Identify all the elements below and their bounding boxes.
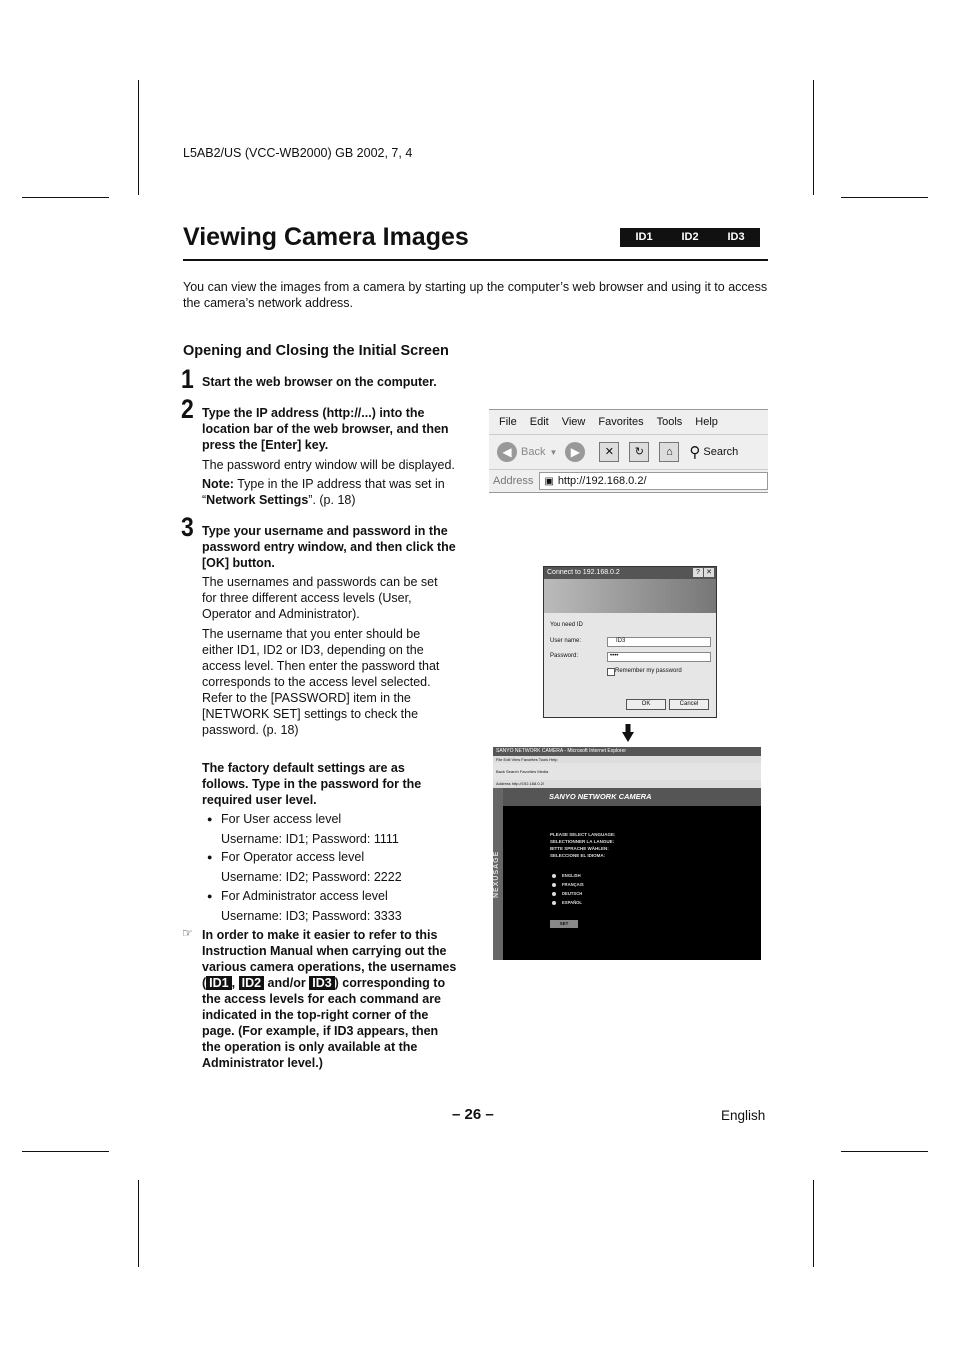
step-number: 2	[181, 394, 194, 424]
step-text: Type your username and password in the password entry window, and then click the [OK] button.	[202, 524, 456, 570]
crop-mark	[138, 1180, 139, 1267]
remember-label: Remember my password	[615, 668, 682, 674]
menu-file[interactable]: File	[499, 416, 517, 428]
footer-language: English	[721, 1108, 766, 1123]
camera-header: SANYO NETWORK CAMERA	[503, 788, 761, 806]
intro-paragraph: You can view the images from a camera by starting up the computer’s web browser and using it to access the camera’s network address.	[183, 280, 768, 310]
camera-window-title: SANYO NETWORK CAMERA - Microsoft Internet Explorer	[493, 747, 761, 756]
reference-note: In order to make it easier to refer to this Instruction Manual when carrying out the various camera operations, the usernames ( ID1 , ID2 and/or ID3 ) corresponding to the access levels for each command are indicated in the top-right corner of the page. (For example, if ID3 appears, then the operation is only available at the Administrator level.)	[202, 928, 457, 1070]
camera-toolbar: Back Search Favorites Media	[493, 763, 761, 780]
forward-arrow-icon[interactable]: ▶	[565, 442, 585, 462]
browser-toolbar-screenshot	[489, 409, 768, 493]
set-button[interactable]: SET	[550, 920, 578, 928]
badge-id3: ID3	[309, 976, 334, 990]
password-label: Password:	[550, 653, 579, 659]
step-detail: The username that you enter should be either ID1, ID2 or ID3, depending on the access level. Then enter the password that corresponds to the access level selected. Refer to the [PASSWORD] item in the [NETWORK SET] settings to check the password. (p. 18)	[202, 627, 440, 737]
section-heading: Opening and Closing the Initial Screen	[183, 343, 449, 359]
badge-id2: ID2	[666, 228, 714, 247]
language-option[interactable]: ENGLISH	[552, 873, 581, 878]
step-detail: The usernames and passwords can be set for three different access levels (User, Operator and Administrator).	[202, 575, 438, 621]
dialog-prompt: You need ID	[550, 622, 583, 628]
back-arrow-icon[interactable]: ◀	[497, 442, 517, 462]
user-name-label: User name:	[550, 638, 582, 644]
search-button[interactable]: Search	[703, 446, 739, 458]
user-name-field[interactable]: ID3	[607, 637, 711, 647]
nexusage-sidebar: NEXUSAGE	[493, 788, 503, 960]
address-bar	[489, 470, 768, 492]
crop-mark	[813, 80, 814, 195]
search-icon[interactable]: ⚲	[689, 444, 701, 461]
refresh-icon[interactable]: ↻	[629, 442, 649, 462]
help-icon[interactable]: ?	[693, 568, 703, 577]
crop-mark	[813, 1180, 814, 1267]
keys-icon	[544, 579, 716, 613]
step-number: 1	[181, 364, 194, 394]
page-title: Viewing Camera Images	[183, 223, 469, 251]
badge-id1: ID1	[206, 976, 231, 990]
address-label: Address	[493, 475, 534, 487]
crop-mark	[22, 1151, 109, 1152]
page-number: – 26 –	[452, 1106, 494, 1123]
browser-toolbar: ◀ Back ▼ ▶ ✕ ↻ ⌂ ⚲ Search	[489, 435, 768, 470]
down-arrow-icon	[622, 724, 634, 742]
badge-id3: ID3	[712, 228, 760, 247]
badge-id2: ID2	[239, 976, 264, 990]
remember-checkbox[interactable]	[607, 668, 615, 676]
note-text: Type in the IP address that was set in “	[202, 477, 445, 507]
badge-id1: ID1	[620, 228, 668, 247]
step-note	[202, 476, 464, 508]
menu-view[interactable]: View	[561, 416, 586, 428]
ok-button[interactable]: OK	[626, 699, 666, 710]
step-detail: The password entry window will be displayed.	[202, 458, 455, 472]
menu-favorites[interactable]: Favorites	[598, 416, 644, 428]
title-rule	[183, 259, 768, 261]
page-icon: ▣	[544, 475, 554, 487]
password-field[interactable]: ••••	[607, 652, 711, 662]
crop-mark	[138, 80, 139, 195]
language-prompt: PLEASE SELECT LANGUAGE: SELECTIONNER LA LANGUE: BITTE SPRACHE WÄHLEN: SELECCIONE EL IDIOMA:	[550, 832, 616, 858]
stop-icon[interactable]: ✕	[599, 442, 619, 462]
menu-tools[interactable]: Tools	[656, 416, 683, 428]
list-item: ● For Operator access level	[207, 850, 364, 864]
home-icon[interactable]: ⌂	[659, 442, 679, 462]
document-code: L5AB2/US (VCC-WB2000) GB 2002, 7, 4	[183, 146, 413, 160]
camera-address-bar: Address http://192.168.0.2/	[493, 780, 761, 788]
crop-mark	[22, 197, 109, 198]
step-number: 3	[181, 512, 194, 542]
dialog-titlebar: Connect to 192.168.0.2 ? ✕	[544, 567, 716, 579]
list-item: ● For Administrator access level	[207, 889, 388, 903]
address-input[interactable]	[539, 472, 768, 490]
menu-help[interactable]: Help	[695, 416, 718, 428]
close-icon[interactable]: ✕	[704, 568, 714, 577]
credentials: Username: ID1; Password: 1111	[221, 832, 399, 846]
note-label: Note:	[202, 477, 234, 491]
browser-menubar	[489, 410, 768, 435]
language-option[interactable]: DEUTSCH	[552, 891, 582, 896]
note-reference: Network Settings	[206, 493, 309, 507]
note-page: ”. (p. 18)	[308, 493, 356, 507]
reference-icon: ☞	[182, 926, 193, 940]
camera-page-screenshot	[493, 747, 761, 960]
crop-mark	[841, 197, 928, 198]
defaults-intro: The factory default settings are as follows. Type in the password for the required user level.	[202, 761, 422, 807]
back-button[interactable]: Back	[521, 446, 546, 458]
language-option[interactable]: ESPAÑOL	[552, 900, 582, 905]
credentials: Username: ID2; Password: 2222	[221, 870, 402, 884]
cancel-button[interactable]: Cancel	[669, 699, 709, 710]
language-option[interactable]: FRANÇAIS	[552, 882, 584, 887]
login-dialog-screenshot	[543, 566, 717, 718]
crop-mark	[841, 1151, 928, 1152]
step-text: Type the IP address (http://...) into the location bar of the web browser, and then press the [Enter] key.	[202, 406, 449, 452]
menu-edit[interactable]: Edit	[529, 416, 549, 428]
step-text: Start the web browser on the computer.	[202, 375, 437, 389]
address-value: http://192.168.0.2/	[557, 475, 647, 487]
camera-menubar: File Edit View Favorites Tools Help	[493, 756, 761, 763]
credentials: Username: ID3; Password: 3333	[221, 909, 402, 923]
list-item: ● For User access level	[207, 812, 341, 826]
